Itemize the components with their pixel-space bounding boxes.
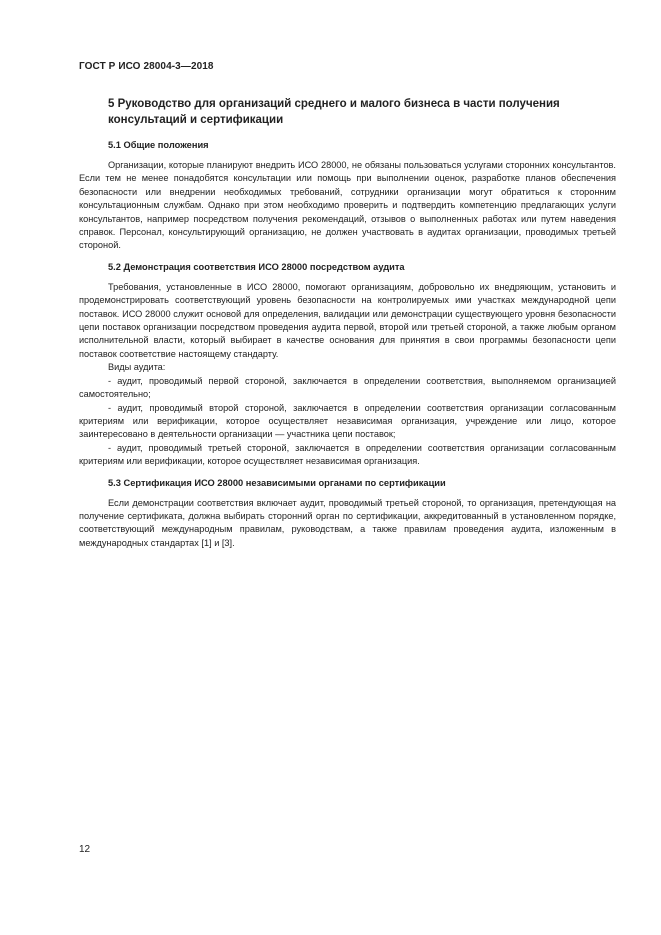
subsection-title: 5.2 Демонстрация соответствия ИСО 28000 посредством аудита <box>108 261 405 272</box>
page-number: 12 <box>79 844 91 855</box>
section-title: 5 Руководство для организаций среднего и малого бизнеса в части получения консультаций и сертификации <box>108 98 560 126</box>
paragraph: Организации, которые планируют внедрить ИСО 28000, не обязаны пользоваться услугами сторонних консультантов. Если тем не менее понадобятся консультации или помощь при выполнении оценок, разработке планов обеспечения безопасности или внедрении необходимых требований, сотрудники организации могут обратиться к сторонним консультационным службам. Однако при этом необходимо проверить и подтвердить компетенцию предлагающих услуги консультантов, например посредством получения рекомендаций, отзывов о выполненных работах или путем наведения справок. Персонал, консультирующий организацию, не должен участвовать в аудитах организации, проводимых третьей стороной. <box>79 160 616 251</box>
paragraph: Требования, установленные в ИСО 28000, помогают организациям, добровольно их внедряющим, установить и продемонстрировать соответствующий уровень безопасности на контролируемых ими участках международной цепи поставок. ИСО 28000 служит основой для определения, валидации или демонстрации существующего уровня безопасности цепи поставок организации посредством проведения аудита первой, второй или третьей стороной, а также любым органом исполнительной власти, который выбирает в качестве основания для принятия в свои программы безопасности цепи поставок соответствие настоящему стандарту. <box>79 281 616 359</box>
paragraph: Виды аудита: <box>108 362 166 373</box>
page-content <box>79 96 616 558</box>
list-item: - аудит, проводимый третьей стороной, заключается в определении соответствия организации согласованным критериям или верификации, которое осуществляет независимая организация. <box>79 442 616 467</box>
subsection-5-3 <box>79 477 616 551</box>
list-item: - аудит, проводимый второй стороной, заключается в определении соответствия организации согласованным критериям или верификации, которое осуществляет независимая организация, учреждение или лицо, которое заинтересовано в деятельности организации — участника цепи поставок; <box>79 402 616 440</box>
subsection-5-2 <box>79 261 616 469</box>
list-item: - аудит, проводимый первой стороной, заключается в определении соответствия, выполняемом организацией самостоятельно; <box>79 375 616 400</box>
paragraph: Если демонстрации соответствия включает аудит, проводимый третьей стороной, то организация, претендующая на получение сертификата, должна выбирать сторонний орган по сертификации, аккредитованный в установленном порядке, соответствующий международным правилам, руководствам, а также правилам проведения аудита, изложенным в международных стандартах [1] и [3]. <box>79 497 616 548</box>
subsection-5-1 <box>79 139 616 253</box>
document-header: ГОСТ Р ИСО 28004-3—2018 <box>79 61 214 72</box>
subsection-title: 5.3 Сертификация ИСО 28000 независимыми органами по сертификации <box>108 477 446 488</box>
subsection-title: 5.1 Общие положения <box>108 140 209 150</box>
